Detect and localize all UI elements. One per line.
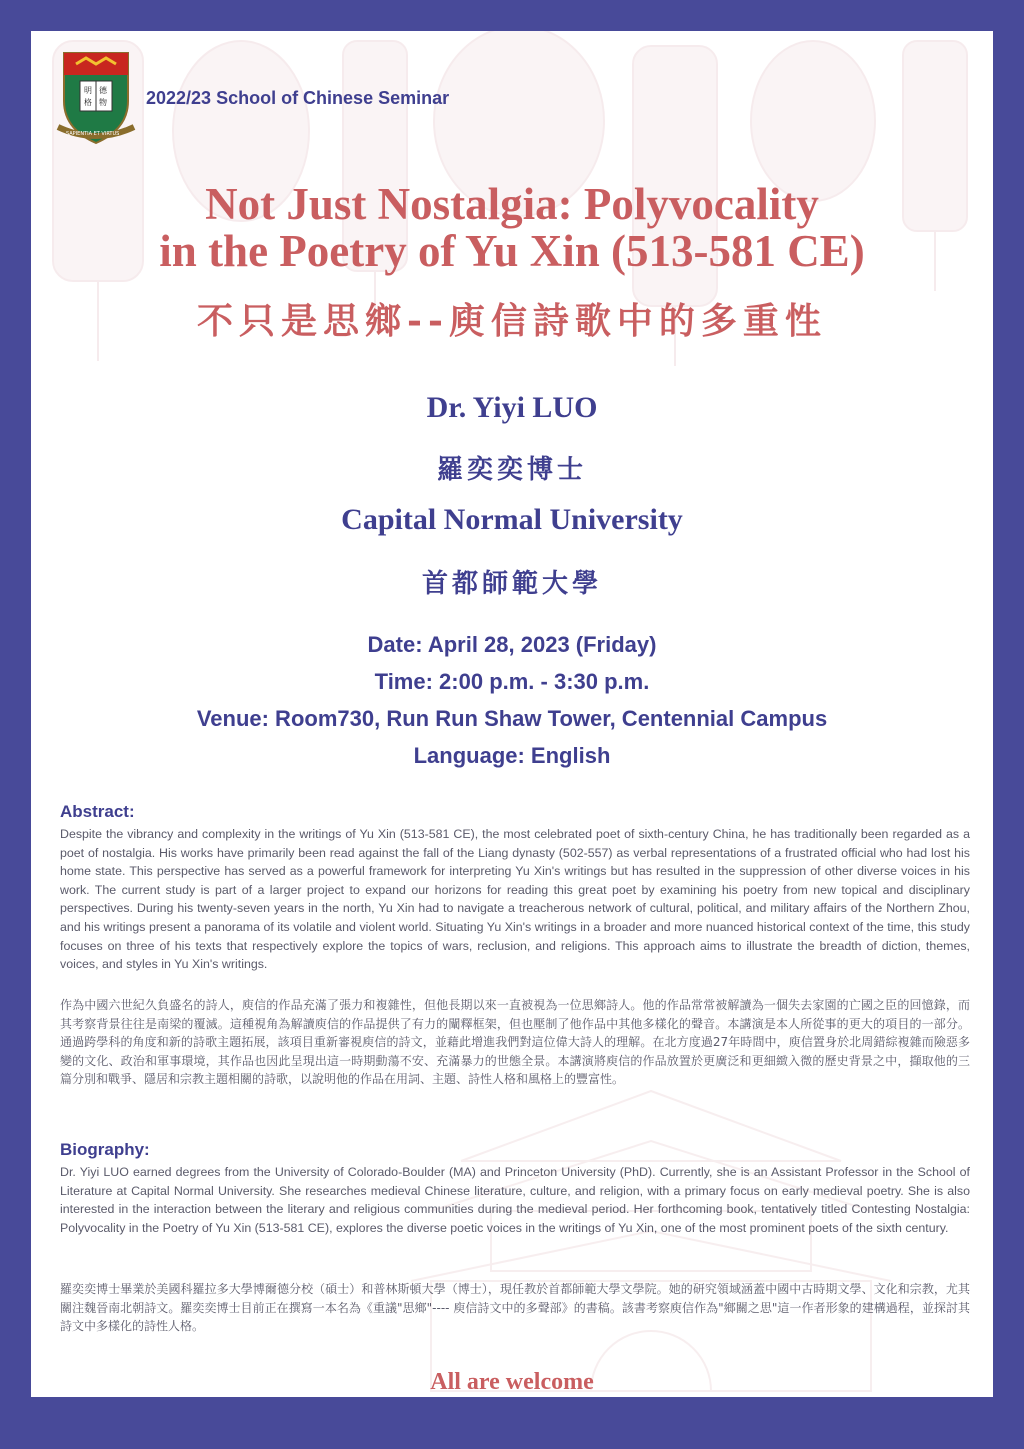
welcome-message: All are welcome xyxy=(430,1369,594,1395)
talk-title-line-2: in the Poetry of Yu Xin (513-581 CE) xyxy=(159,226,865,276)
speaker-name: Dr. Yiyi LUO xyxy=(426,391,598,424)
speaker-affiliation: Capital Normal University xyxy=(341,503,683,536)
university-crest-icon xyxy=(56,49,136,149)
palace-decoration xyxy=(411,1091,891,1391)
event-time: Time: 2:00 p.m. - 3:30 p.m. xyxy=(374,669,650,694)
speaker-affiliation-chinese: 首都師範大學 xyxy=(421,569,602,599)
biography-heading: Biography: xyxy=(60,1140,150,1159)
talk-title xyxy=(31,181,993,275)
abstract-heading: Abstract: xyxy=(60,802,135,821)
event-language: Language: English xyxy=(413,743,611,768)
poster xyxy=(31,31,993,1397)
event-venue: Venue: Room730, Run Run Shaw Tower, Centennial Campus xyxy=(196,706,828,731)
svg-text:格: 格 xyxy=(84,98,92,107)
abstract-chinese: 作為中國六世紀久負盛名的詩人，庾信的作品充滿了張力和複雜性，但他長期以來一直被視為一位思鄉詩人。他的作品常常被解讀為一個失去家園的亡國之臣的回憶錄，而其考察背景往往是南梁的覆滅。這種視角為解讀庾信的作品提供了有力的闡釋框架，但也壓制了他作品中其他多樣化的聲音。本講演是本人所從事的更大的項目的一部分。通過跨學科的角度和新的詩歌主題拓展，該項目重新審視庾信的詩文，並藉此增進我們對這位偉大詩人的理解。在北方度過27年時間中，庾信置身於北周錯綜複雜而險惡多變的文化、政治和軍事環境，其作品也因此呈現出這一時期動蕩不安、充滿暴力的世態全景。本講演將庾信的作品放置於更廣泛和更細緻入微的歷史背景之中，擷取他的三篇分別和戰爭、隱居和宗教主題相關的詩歌，以說明他的作品在用詞、主題、詩性人格和風格上的豐富性。 xyxy=(60,998,970,1087)
biography-english: Dr. Yiyi LUO earned degrees from the University of Colorado-Boulder (MA) and Princeton University (PhD). Currently, she is an Assistant Professor in the School of Literature at Capital Normal University. She researches medieval Chinese literature, culture, and religion, with a primary focus on early medieval poetry. She is also interested in the interaction between the literary and religious communities during the medieval period. Her forthcoming book, tentatively titled Contesting Nostalgia: Polyvocality in the Poetry of Yu Xin (513-581 CE), explores the diverse poetic voices in the writings of Yu Xin, one of the most prominent poets of the sixth century. xyxy=(60,1165,970,1235)
svg-text:SAPIENTIA ET VIRTUS: SAPIENTIA ET VIRTUS xyxy=(66,131,120,137)
biography-chinese: 羅奕奕博士畢業於美國科羅拉多大學博爾德分校（碩士）和普林斯頓大學（博士），現任教於首都師範大學文學院。她的研究領域涵蓋中國中古時期文學、文化和宗教，尤其關注魏晉南北朝詩文。羅奕奕博士目前正在撰寫一本名為《重議"思鄉"---- 庾信詩文中的多聲部》的書稿。該書考察庾信作為"鄉關之思"這一作者形象的建構過程，並探討其詩文中多樣化的詩性人格。 xyxy=(60,1282,970,1334)
svg-text:德: 德 xyxy=(99,86,107,95)
lantern-decoration xyxy=(751,41,875,201)
biography-section xyxy=(60,1140,970,1237)
event-date: Date: April 28, 2023 (Friday) xyxy=(367,632,657,657)
svg-text:明: 明 xyxy=(84,86,92,95)
speaker-name-chinese: 羅奕奕博士 xyxy=(436,455,587,485)
svg-text:物: 物 xyxy=(99,98,107,107)
talk-title-chinese: 不只是思鄉--庾信詩歌中的多重性 xyxy=(197,300,827,342)
abstract-chinese-section xyxy=(60,996,970,1089)
abstract-section xyxy=(60,802,970,974)
biography-chinese-section xyxy=(60,1280,970,1336)
seminar-series-label: 2022/23 School of Chinese Seminar xyxy=(146,88,450,108)
talk-title-line-1: Not Just Nostalgia: Polyvocality xyxy=(205,179,819,229)
abstract-english: Despite the vibrancy and complexity in the writings of Yu Xin (513-581 CE), the most celebrated poet of sixth-century China, he has traditionally been regarded as a poet of nostalgia. His works have primarily been read against the fall of the Liang dynasty (502-557) as verbal representations of a frustrated official who had lost his home state. This perspective has served as a powerful framework for interpreting Yu Xin's writings but has resulted in the suppression of other diverse voices in his work. The current study is part of a larger project to expand our horizons for reading this great poet by examining his poetry from new topical and disciplinary perspectives. During his twenty-seven years in the north, Yu Xin had to navigate a treacherous network of cultural, political, and military affairs of the Northern Zhou, and his writings present a panorama of its volatile and violent world. Situating Yu Xin's writings in a broader and more nuanced historical context of the time, this study focuses on three of his texts that respectively explore the topics of wars, reclusion, and religions. This approach aims to illustrate the breadth of diction, themes, voices, and styles in Yu Xin's writings. xyxy=(60,827,970,972)
